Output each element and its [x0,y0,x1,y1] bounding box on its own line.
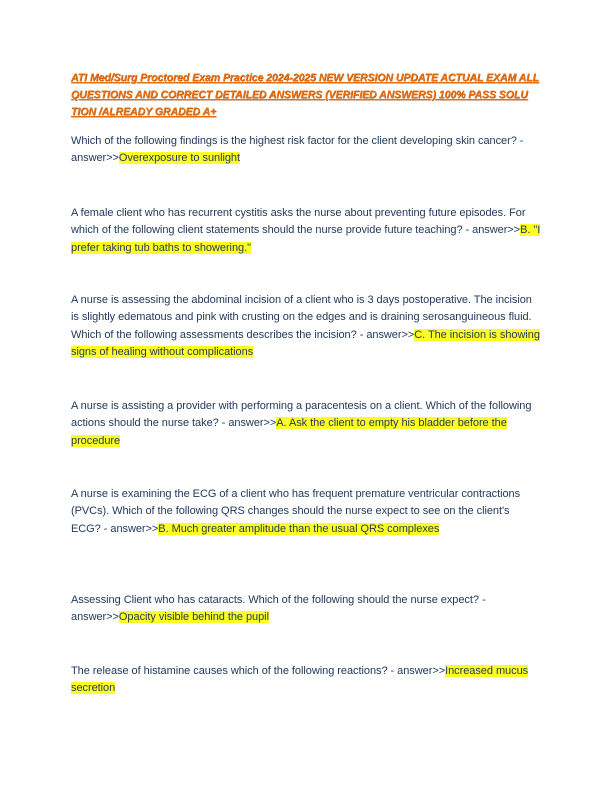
question-text: Which of the following findings is the highest risk factor for the client developing skin cancer? [71,135,520,147]
answer-highlight: Overexposure to sunlight [118,152,241,165]
document-title: ATI Med/Surg Proctored Exam Practice 2024-2025 NEW VERSION UPDATE ACTUAL EXAM ALL QUESTIONS AND CORRECT DETAILED ANSWERS (VERIFIED ANSWERS) 100% PASS SOLU TION /ALREADY GRADED A+ [71,72,539,118]
answer-highlight: A. Ask the client to empty his bladder before the procedure [71,417,507,447]
question-text: A nurse is assessing the abdominal incision of a client who is 3 days postoperative. The incision is slightly edematous and pink with crusting on the edges and is draining serosanguineous fluid. Which of the following assessments describes the incision? [71,294,532,341]
question-text: A nurse is assisting a provider with performing a paracentesis on a client. Which of the following actions should the nurse take? [71,400,532,430]
answer-prefix: - answer>> [71,135,524,165]
qa-item-2 [71,205,541,257]
answer-prefix: - answer>> [359,328,415,341]
qa-item-5 [71,486,541,538]
answer-highlight: B. Much greater amplitude than the usual QRS complexes [158,522,440,535]
question-text: A nurse is examining the ECG of a client who has frequent premature ventricular contractions (PVCs). Which of the following QRS changes should the nurse expect to see on the client's ECG? [71,488,521,535]
answer-highlight: Increased mucus secretion [71,665,529,695]
qa-item-4 [71,398,541,450]
answer-prefix: - answer>> [221,417,277,430]
qa-item-1 [71,133,541,168]
question-text: The release of histamine causes which of the following reactions? [71,665,391,677]
question-text: A female client who has recurrent cystitis asks the nurse about preventing future episodes. For which of the following client statements should the nurse provide future teaching? [71,207,526,237]
answer-prefix: - answer>> [390,665,446,677]
answer-highlight: Opacity visible behind the pupil [118,611,269,624]
question-text: Assessing Client who has cataracts. Which of the following should the nurse expect? [71,594,482,606]
answer-prefix: - answer>> [465,224,521,237]
qa-item-6 [71,592,541,627]
qa-item-7 [71,663,541,698]
answer-prefix: - answer>> [103,522,159,535]
answer-highlight: C. The incision is showing signs of healing without complications [71,328,540,358]
answer-highlight: B. "I prefer taking tub baths to showering." [71,224,541,254]
qa-item-3 [71,292,541,361]
answer-prefix: - answer>> [71,594,486,624]
